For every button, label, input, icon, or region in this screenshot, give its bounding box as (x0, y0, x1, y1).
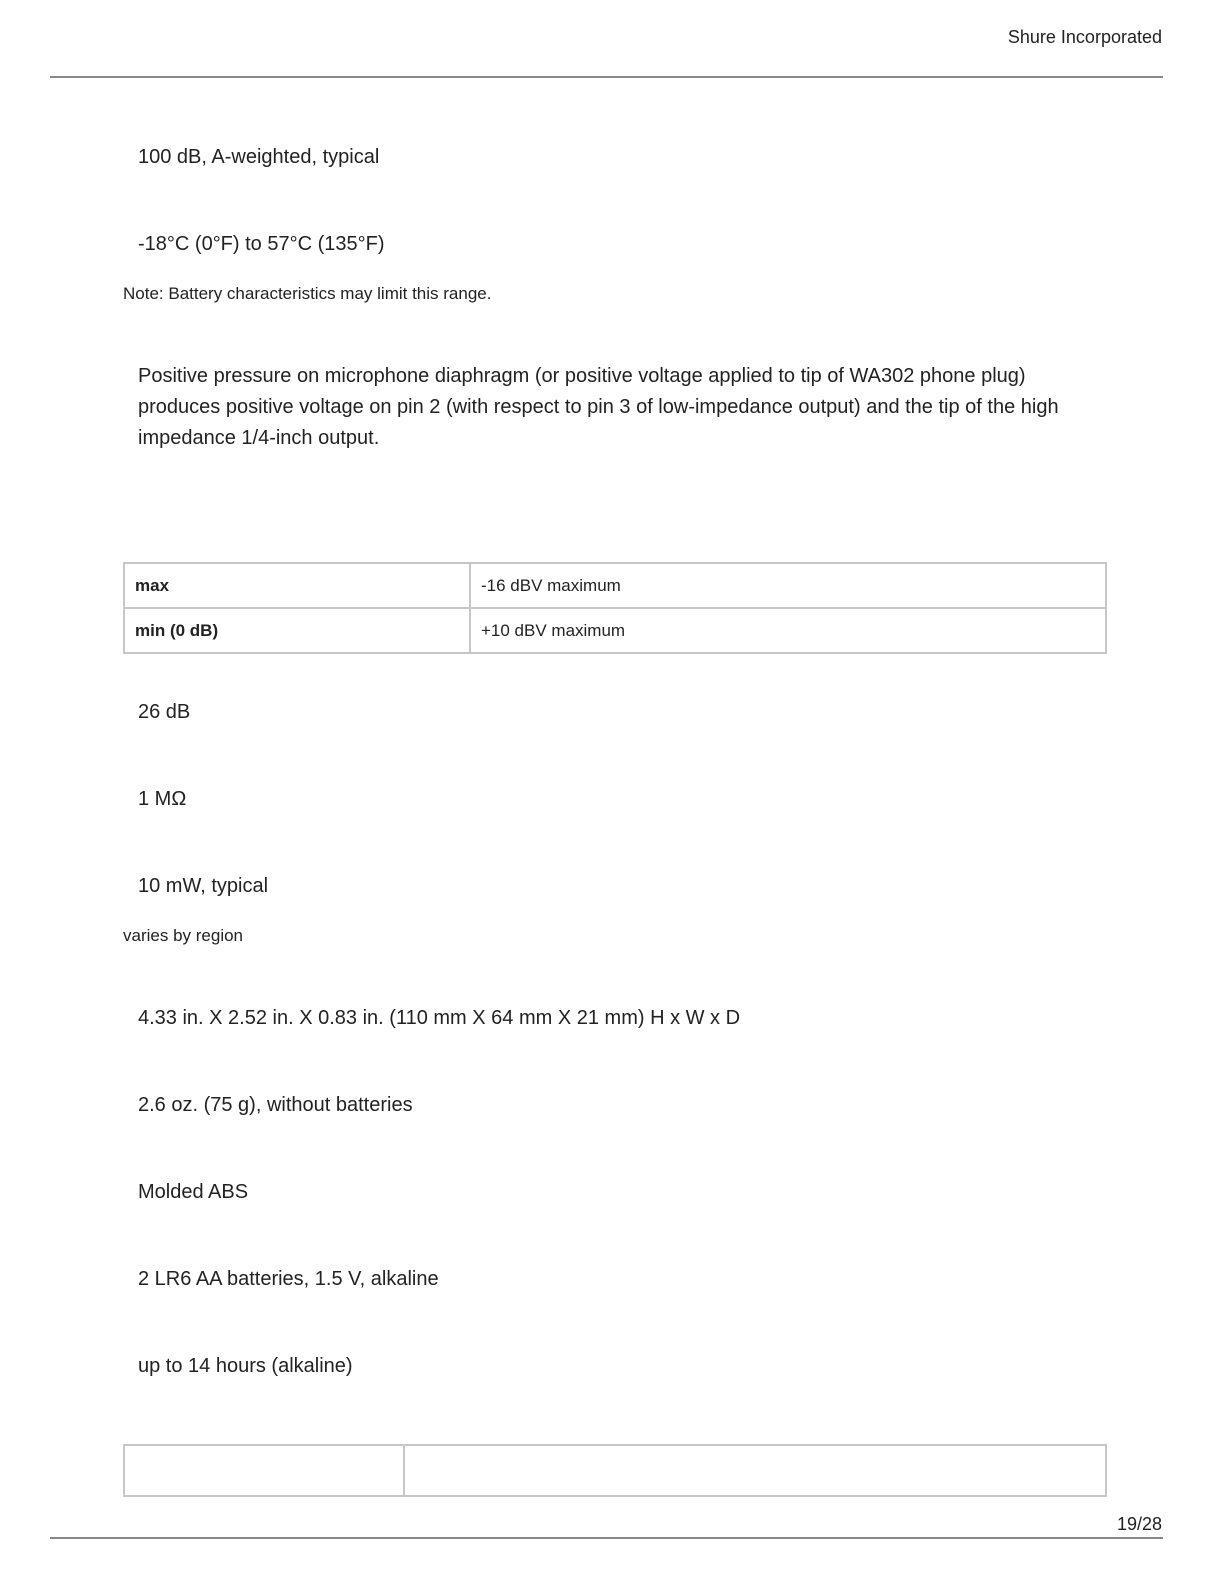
table-cell-empty (404, 1445, 1106, 1496)
spec-temperature-note: Note: Battery characteristics may limit this range. (123, 284, 492, 303)
spec-rf-power-note: varies by region (123, 926, 244, 945)
spec-power: 2 LR6 AA batteries, 1.5 V, alkaline (138, 1268, 439, 1290)
spec-battery-life: up to 14 hours (alkaline) (138, 1355, 353, 1377)
header-company-name: Shure Incorporated (1007, 27, 1162, 47)
table-row (124, 608, 1106, 653)
table-cell-label: max (124, 563, 470, 608)
spec-rf-power: 10 mW, typical (138, 875, 269, 897)
table-row (124, 1445, 1106, 1496)
table-cell-value: -16 dBV maximum (470, 563, 1106, 608)
empty-table (123, 1444, 1107, 1497)
table-cell-value: +10 dBV maximum (470, 608, 1106, 653)
spec-housing: Molded ABS (138, 1181, 249, 1203)
spec-polarity: Positive pressure on microphone diaphragm (or positive voltage applied to tip of WA302 phone plug) produces positive voltage on pin 2 (with respect to pin 3 of low-impedance output) and the tip of the high impedance 1/4-inch output. (138, 365, 1059, 449)
table-cell-empty (124, 1445, 404, 1496)
table-cell-label: min (0 dB) (124, 608, 470, 653)
spec-weight: 2.6 oz. (75 g), without batteries (138, 1094, 413, 1116)
table-row (124, 563, 1106, 608)
spec-gain-range: 26 dB (138, 701, 191, 723)
input-level-table (123, 562, 1107, 654)
header-divider (50, 76, 1163, 78)
footer-divider (50, 1537, 1163, 1539)
spec-temperature-range: -18°C (0°F) to 57°C (135°F) (138, 233, 385, 255)
spec-dimensions: 4.33 in. X 2.52 in. X 0.83 in. (110 mm X 64 mm X 21 mm) H x W x D (138, 1007, 741, 1029)
page-number: 19/28 (1116, 1514, 1162, 1534)
spec-impedance: 1 MΩ (138, 788, 187, 810)
spec-noise-level: 100 dB, A-weighted, typical (138, 146, 380, 168)
